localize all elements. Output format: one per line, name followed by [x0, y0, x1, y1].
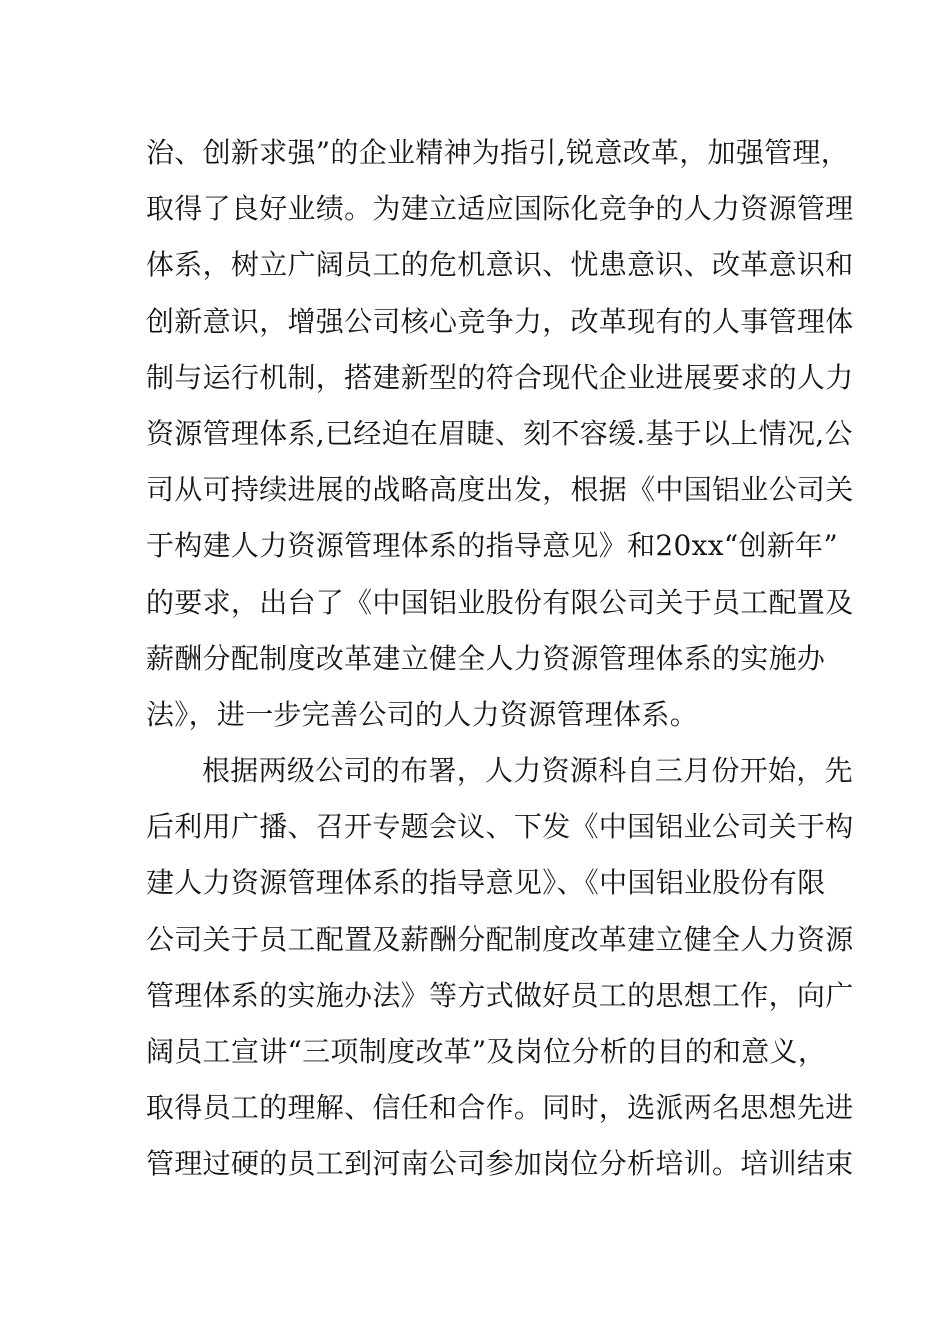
paragraph-2 [146, 743, 854, 1193]
document-body [146, 125, 854, 1193]
text-line: 法》，进一步完善公司的人力资源管理体系。 [146, 697, 699, 731]
text-line: 创新意识，增强公司核心竞争力，改革现有的人事管理体 [146, 304, 854, 338]
text-line: 制与运行机制，搭建新型的符合现代企业进展要求的人力 [146, 360, 854, 394]
text-line: 治、创新求强”的企业精神为指引,锐意改革，加强管理， [146, 136, 850, 169]
text-line: 取得员工的理解、信任和合作。同时，选派两名思想先进 [146, 1091, 854, 1125]
text-line: 管理体系的实施办法》等方式做好员工的思想工作，向广 [146, 978, 854, 1012]
text-line: 于构建人力资源管理体系的指导意见》和20xx“创新年” [146, 529, 838, 563]
text-line: 后利用广播、召开专题会议、下发《中国铝业公司关于构 [146, 810, 854, 844]
text-line: 资源管理体系,已经迫在眉睫、刻不容缓.基于以上情况,公 [146, 416, 853, 450]
text-line: 公司关于员工配置及薪酬分配制度改革建立健全人力资源 [146, 922, 854, 956]
text-line: 建人力资源管理体系的指导意见》、《中国铝业股份有限 [146, 866, 826, 900]
text-line: 管理过硬的员工到河南公司参加岗位分析培训。培训结束 [146, 1147, 854, 1181]
text-line: 体系，树立广阔员工的危机意识、忧患意识、改革意识和 [146, 248, 854, 282]
text-line: 阔员工宣讲“三项制度改革”及岗位分析的目的和意义， [146, 1035, 827, 1068]
text-line-indented: 根据两级公司的布署，人力资源科自三月份开始，先 [202, 754, 853, 788]
text-line: 的要求，出台了《中国铝业股份有限公司关于员工配置及 [146, 585, 854, 619]
text-line: 司从可持续进展的战略高度出发，根据《中国铝业公司关 [146, 473, 854, 507]
text-line: 薪酬分配制度改革建立健全人力资源管理体系的实施办 [146, 641, 826, 675]
text-line: 取得了良好业绩。为建立适应国际化竞争的人力资源管理 [146, 192, 854, 226]
paragraph-1 [146, 125, 854, 743]
